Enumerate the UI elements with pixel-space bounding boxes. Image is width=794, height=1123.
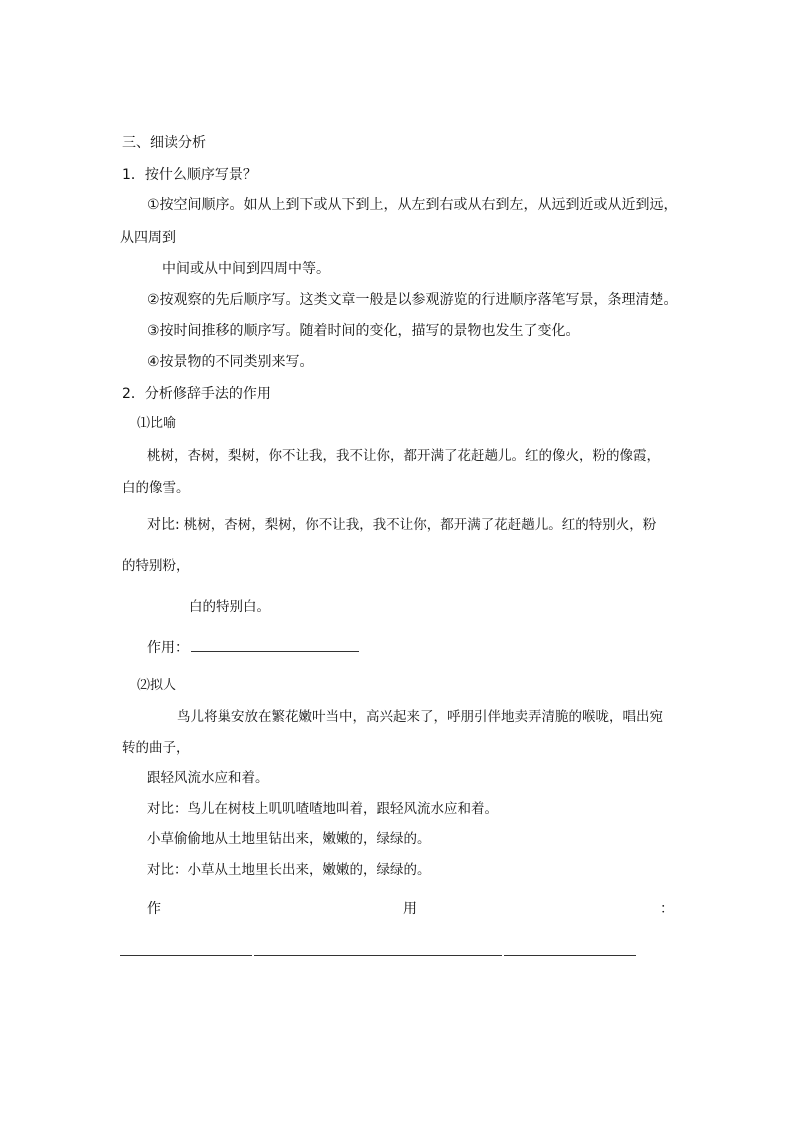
personification-label: ⑵拟人 — [137, 678, 177, 693]
answer-line-segment-3[interactable] — [504, 955, 636, 956]
order-item-2: ②按观察的先后顺序写。这类文章一般是以参观游览的行进顺序落笔写景，条理清楚。 — [147, 292, 678, 308]
order-item-1-line-3: 中间或从中间到四周中等。 — [162, 261, 330, 277]
simile-label: ⑴比喻 — [137, 416, 177, 431]
personification-example-line-1: 鸟儿将巢安放在繁花嫩叶当中，高兴起来了，呼朋引伴地卖弄清脆的喉咙，唱出宛 — [177, 709, 663, 725]
effect-answer-blank[interactable] — [191, 650, 359, 652]
simile-compare-line-1 — [147, 515, 656, 535]
section-title: 三、细读分析 — [122, 135, 206, 151]
answer-line-segment-2[interactable] — [254, 955, 502, 956]
personification-effect-char-2: 用 — [403, 901, 417, 917]
order-item-3: ③按时间推移的顺序写。随着时间的变化，描写的景物也发生了变化。 — [147, 323, 580, 339]
personification-effect-colon: ： — [660, 901, 674, 917]
simile-example-line-1: 桃树，杏树，梨树，你不让我，我不让你，都开满了花赶趟儿。红的像火，粉的像霞， — [147, 448, 660, 464]
compare-text: 桃树，杏树，梨树，你不让我，我不让你，都开满了花赶趟儿。红的特别火，粉 — [183, 517, 657, 533]
personification-example-2: 小草偷偷地从土地里钻出来，嫩嫩的，绿绿的。 — [147, 831, 431, 847]
effect-label: 作用： — [147, 640, 189, 656]
simile-example-line-2: 白的像雪。 — [122, 480, 190, 496]
personification-effect-char-1: 作 — [147, 901, 161, 917]
answer-line-segment-1[interactable] — [120, 955, 252, 956]
order-item-1-line-1: ①按空间顺序。如从上到下或从下到上，从左到右或从右到左，从远到近或从近到远， — [147, 197, 678, 213]
compare-label: 对比: — [147, 517, 180, 533]
simile-effect — [147, 638, 359, 658]
simile-compare-line-2: 的特别粉， — [122, 558, 190, 574]
order-item-4: ④按景物的不同类别来写。 — [147, 354, 314, 370]
personification-example-line-2: 转的曲子， — [122, 740, 190, 756]
question-2-heading: 2．分析修辞手法的作用 — [122, 386, 271, 402]
personification-example-line-3: 跟轻风流水应和着。 — [147, 770, 269, 786]
personification-compare-1: 对比：鸟儿在树枝上叽叽喳喳地叫着，跟轻风流水应和着。 — [147, 801, 498, 817]
personification-compare-2: 对比：小草从土地里长出来，嫩嫩的，绿绿的。 — [147, 862, 431, 878]
question-1-heading: 1．按什么顺序写景？ — [122, 167, 257, 183]
order-item-1-line-2: 从四周到 — [120, 230, 176, 246]
simile-compare-line-3: 白的特别白。 — [189, 599, 270, 615]
